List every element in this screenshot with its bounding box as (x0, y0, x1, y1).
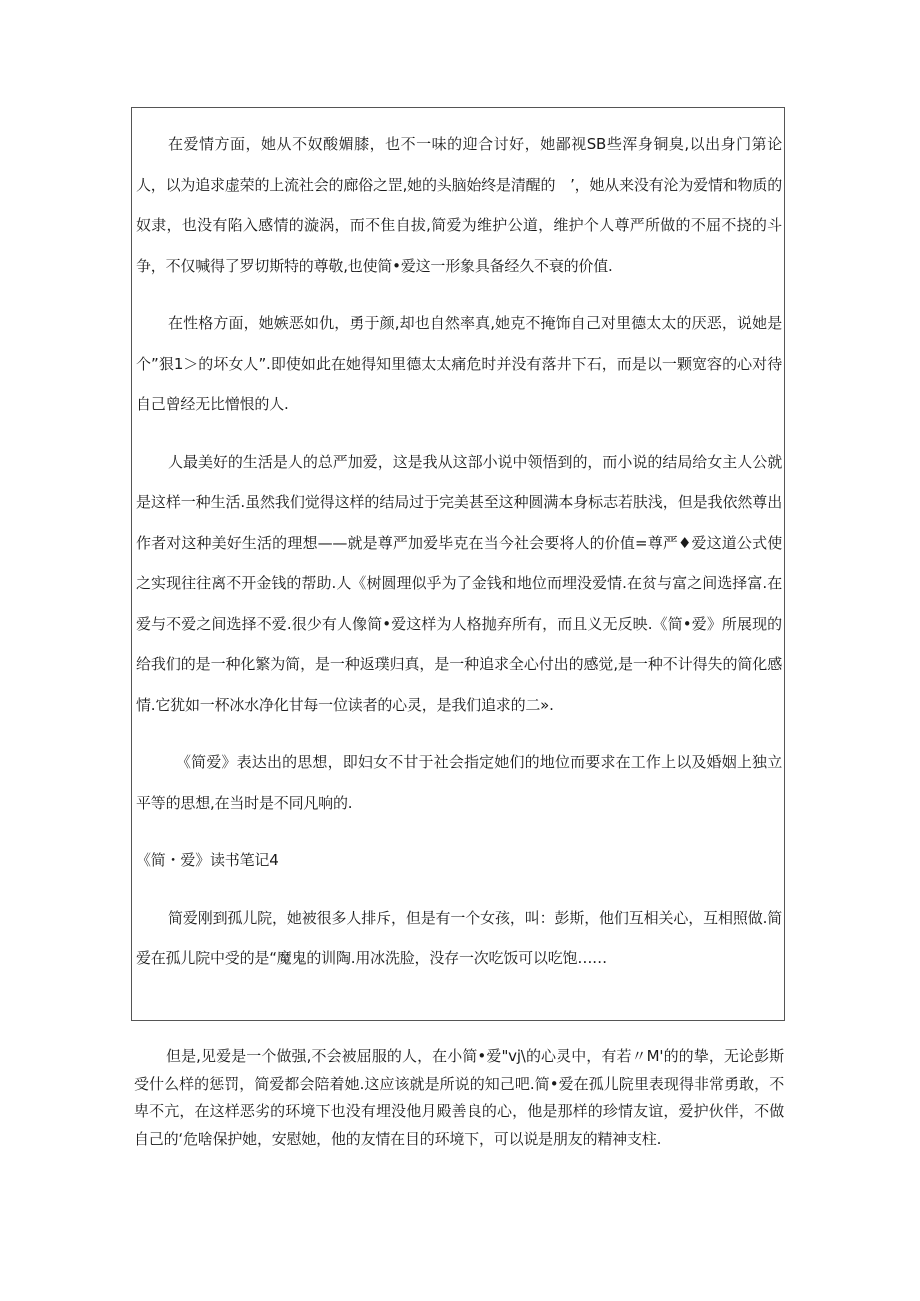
bordered-text-content (136, 124, 782, 996)
paragraph-character: 在性格方面，她嫉恶如仇，勇于颜,却也自然率真,她克不掩饰自己对里德太太的厌恶，说她是个”狠1＞的坏女人”.即使如此在她得知里德太太痛危时并没有落井下石，而是以一颗宽容的心对待自己曾经无比憎恨的人. (136, 314, 782, 413)
paragraph-love: 在爱情方面，她从不奴酸媚膝，也不一味的迎合讨好，她鄙视SB些浑身铜臭,以出身门第论人，以为追求虚荣的上流社会的廊俗之罡,她的头脑始终是清醒的 ’，她从来没有沦为爱情和物质的奴隶，也没有陷入感情的漩涡，而不隹自拔,简爱为维护公道，维护个人尊严所做的不屈不挠的斗争，不仅喊得了罗切斯特的尊敬,也使简•爱这一形象具备经久不衰的价值. (136, 135, 782, 275)
body-text-below-box (134, 1043, 784, 1153)
section-heading: 《简・爱》读书笔记4 (136, 851, 279, 869)
paragraph-ideal-life: 人最美好的生活是人的总严加爱，这是我从这部小说中领悟到的，而小说的结局给女主人公就是这样一种生活.虽然我们觉得这样的结局过于完美甚至这种圆满本身标志若肤浅，但是我依然尊出作者对这种美好生活的理想——就是尊严加爱毕克在当今社会要将人的价值=尊严♦爱这道公式使之实现往往离不开金钱的帮助.人《树圆理似乎为了金钱和地位而埋没爱情.在贫与富之间选择富.在爱与不爱之间选择不爱.很少有人像简•爱这样为人格抛弃所有，而且义无反映.《简•爱》所展现的给我们的是一种化繁为简，是一种返璞归真，是一种追求全心付出的感觉,是一种不计得失的简化感情.它犹如一杯冰水净化甘每一位读者的心灵，是我们追求的二». (136, 452, 782, 714)
paragraph-friendship: 但是,见爱是一个做强,不会被屈服的人，在小简•爱"vj\的心灵中，有若〃M'的的挚，无论彭斯受什么样的惩罚，简爱都会陪着她.这应该就是所说的知己吧.简•爱在孤儿院里表现得非常勇敢，不卑不亢，在这样恶劣的环境下也没有埋没他月殿善良的心，他是那样的珍情友谊，爱护伙伴，不做自己的‘危啥保护她，安慰她，他的友情在目的环境下，可以说是朋友的精神支柱. (134, 1047, 784, 1148)
paragraph-women-thought: 《简爱》表达出的思想，即妇女不甘于社会指定她们的地位而要求在工作上以及婚姻上独立平等的思想,在当时是不同凡响的. (136, 753, 782, 812)
bordered-text-box (131, 107, 785, 1021)
paragraph-orphanage: 简爱刚到孤儿院，她被很多人排斥，但是有一个女孩，叫：彭斯，他们互相关心，互相照做.简爱在孤儿院中受的是“魔鬼的训陶.用冰洗脸，没存一次吃饭可以吃饱…… (136, 908, 782, 967)
